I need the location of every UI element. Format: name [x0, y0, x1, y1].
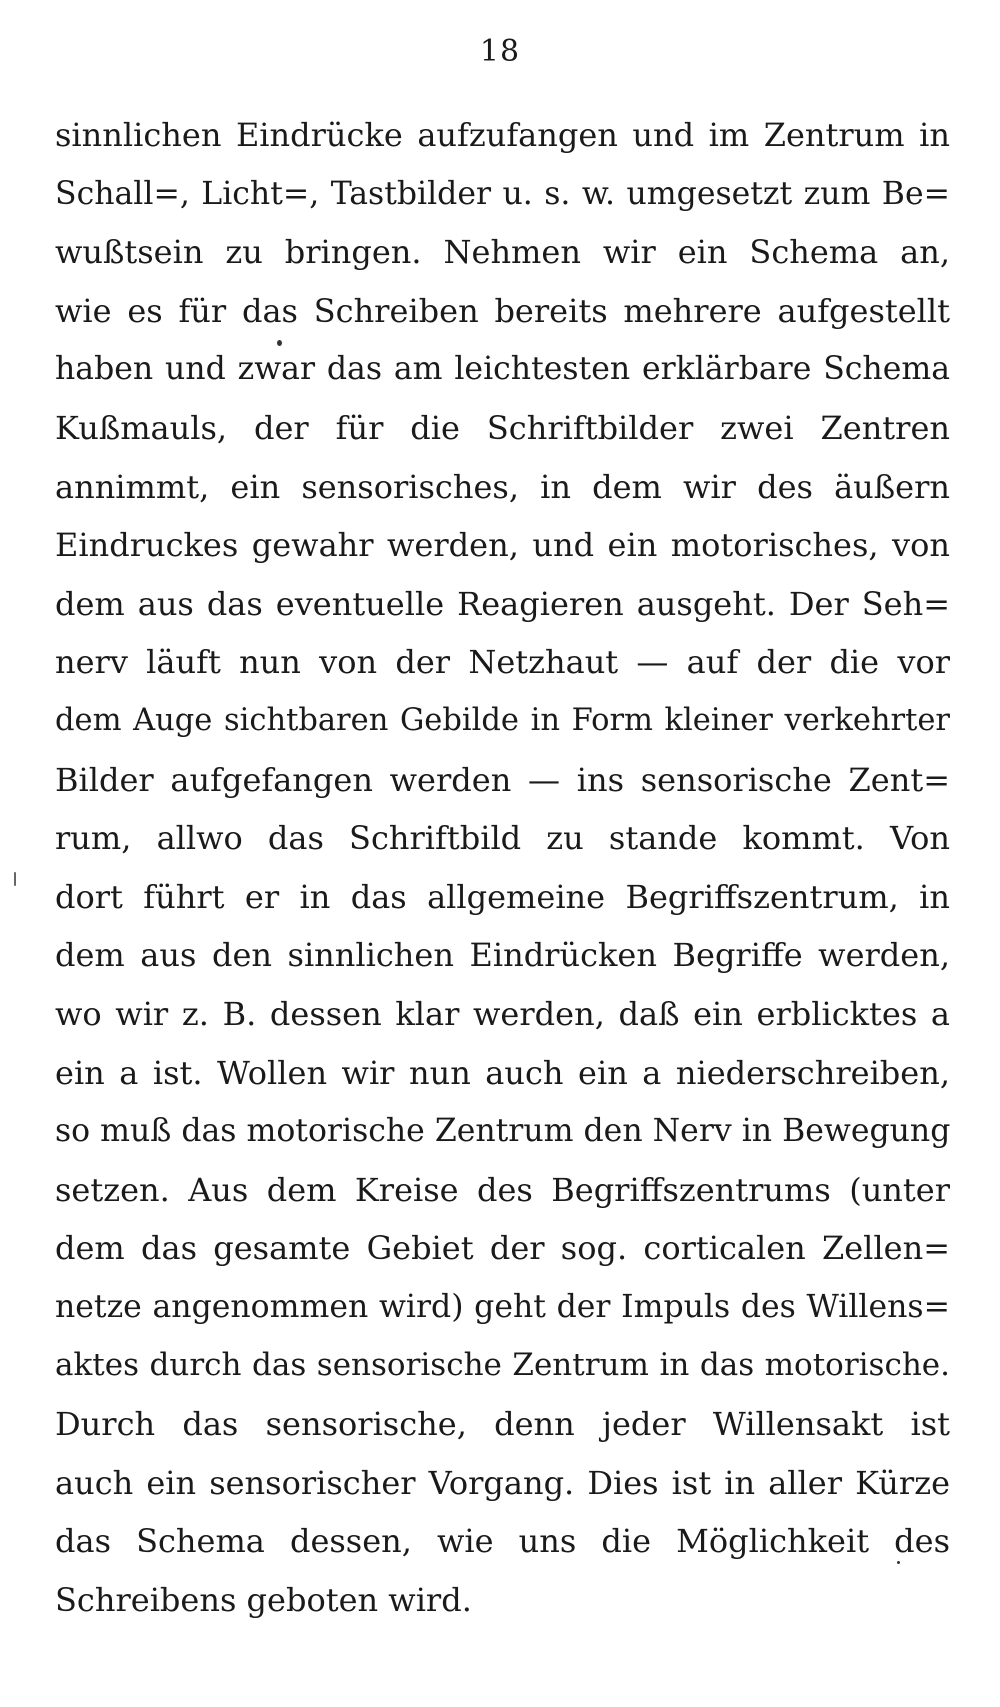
text-line: wie es für das Schreiben bereits mehrere aufgestellt — [55, 291, 950, 330]
text-line: Eindruckes gewahr werden, und ein motorisches, von — [55, 526, 950, 565]
text-line: wo wir z. B. dessen klar werden, daß ein erblicktes a — [55, 994, 950, 1033]
text-line: auch ein sensorischer Vorgang. Dies ist in aller Kürze — [55, 1463, 950, 1502]
page-number: 18 — [479, 34, 521, 69]
ink-speck — [897, 1561, 900, 1564]
text-line: netze angenommen wird) geht der Impuls des Willens= — [55, 1288, 950, 1325]
text-line: dem das gesamte Gebiet der sog. corticalen Zellen= — [55, 1229, 950, 1268]
text-line: dem aus den sinnlichen Eindrücken Begriffe werden, — [55, 936, 950, 975]
text-line: Schreibens geboten wird. — [55, 1580, 472, 1619]
text-line: Bilder aufgefangen werden — ins sensorische Zent= — [55, 760, 950, 799]
ink-speck — [277, 340, 282, 346]
text-line: haben und zwar das am leichtesten erklärbare Schema — [55, 351, 950, 388]
text-line: annimmt, ein sensorisches, in dem wir des äußern — [55, 467, 950, 506]
body-text — [55, 106, 950, 1629]
text-line: aktes durch das sensorische Zentrum in das motorische. — [55, 1347, 950, 1384]
text-line: wußtsein zu bringen. Nehmen wir ein Schema an, — [55, 233, 950, 272]
text-line: sinnlichen Eindrücke aufzufangen und im Zentrum in — [55, 116, 950, 154]
text-line: ein a ist. Wollen wir nun auch ein a niederschreiben, — [55, 1053, 950, 1092]
text-line: Durch das sensorische, denn jeder Willensakt ist — [55, 1405, 950, 1444]
text-line: dem aus das eventuelle Reagieren ausgeht. Der Seh= — [55, 584, 950, 623]
text-line: dem Auge sichtbaren Gebilde in Form kleiner verkehrter — [55, 702, 950, 738]
text-line: nerv läuft nun von der Netzhaut — auf der die vor — [55, 643, 950, 682]
text-line: setzen. Aus dem Kreise des Begriffszentrums (unter — [55, 1170, 950, 1209]
text-line: Kußmauls, der für die Schriftbilder zwei Zentren — [55, 408, 950, 447]
text-line: dort führt er in das allgemeine Begriffszentrum, in — [55, 877, 950, 916]
text-line: so muß das motorische Zentrum den Nerv in Bewegung — [55, 1113, 950, 1150]
text-line: rum, allwo das Schriftbild zu stande kommt. Von — [55, 819, 950, 858]
text-line: das Schema dessen, wie uns die Möglichkeit des — [55, 1522, 950, 1561]
ink-speck — [14, 872, 16, 886]
text-line: Schall=, Licht=, Tastbilder u. s. w. umgesetzt zum Be= — [55, 175, 950, 212]
